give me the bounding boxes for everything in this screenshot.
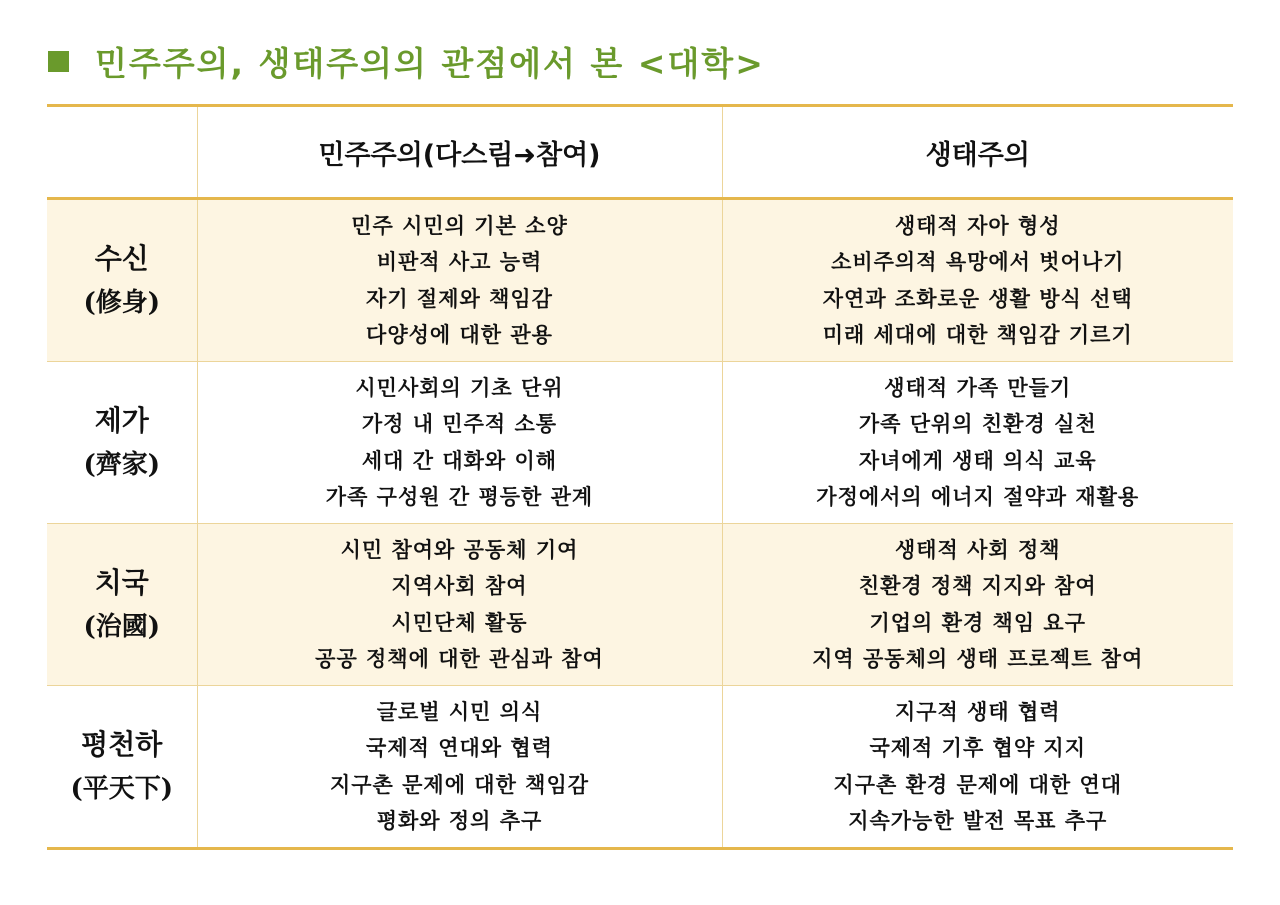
page-title (48, 36, 765, 86)
row-label-cell (47, 524, 197, 686)
header-ecology: 생태주의 (722, 106, 1233, 199)
page-title-text: 민주주의, 생태주의의 관점에서 본 <대학> (95, 43, 765, 83)
row-name: 제가 (94, 403, 149, 437)
table-row (47, 362, 1233, 524)
list-item: 친환경 정책 지지와 참여 (858, 574, 1097, 598)
list-item: 지역사회 참여 (391, 574, 528, 598)
ecology-cell (722, 686, 1233, 849)
list-item: 지구적 생태 협력 (894, 699, 1061, 724)
list-item: 시민단체 활동 (391, 610, 528, 635)
list-item: 평화와 정의 추구 (376, 809, 543, 833)
row-label-cell (47, 199, 197, 362)
democracy-cell (197, 362, 722, 524)
democracy-cell (197, 524, 722, 686)
list-item: 다양성에 대한 관용 (366, 323, 553, 347)
row-label-cell (47, 362, 197, 524)
list-item: 지구촌 문제에 대한 책임감 (329, 772, 590, 797)
list-item: 기업의 환경 책임 요구 (869, 610, 1086, 635)
ecology-cell (722, 199, 1233, 362)
list-item: 생태적 가족 만들기 (884, 375, 1072, 400)
list-item: 소비주의적 욕망에서 벗어나기 (831, 250, 1125, 274)
table-header-row (47, 106, 1233, 199)
list-item: 글로벌 시민 의식 (376, 699, 543, 724)
table-row (47, 199, 1233, 362)
list-item: 생태적 사회 정책 (894, 537, 1061, 562)
ecology-cell (722, 362, 1233, 524)
row-label-cell (47, 686, 197, 849)
list-item: 시민 참여와 공동체 기여 (340, 537, 579, 562)
header-democracy: 민주주의(다스림➜참여) (197, 106, 722, 199)
list-item: 시민사회의 기초 단위 (355, 375, 564, 400)
list-item: 자기 절제와 책임감 (366, 286, 553, 311)
list-item: 자연과 조화로운 생활 방식 선택 (822, 286, 1133, 311)
row-hanja: (齊家) (83, 449, 161, 480)
list-item: 가정에서의 에너지 절약과 재활용 (816, 485, 1140, 509)
list-item: 가족 구성원 간 평등한 관계 (325, 485, 594, 509)
list-item: 지역 공동체의 생태 프로젝트 참여 (812, 647, 1144, 671)
list-item: 가정 내 민주적 소통 (361, 412, 558, 436)
list-item: 생태적 자아 형성 (894, 213, 1061, 238)
list-item: 가족 단위의 친환경 실천 (858, 412, 1097, 436)
list-item: 세대 간 대화와 이해 (361, 448, 558, 473)
row-hanja: (治國) (83, 611, 161, 642)
list-item: 지구촌 환경 문제에 대한 연대 (833, 772, 1123, 797)
democracy-cell (197, 199, 722, 362)
list-item: 비판적 사고 능력 (376, 250, 543, 274)
title-bullet-square-icon (48, 51, 69, 72)
ecology-cell (722, 524, 1233, 686)
list-item: 지속가능한 발전 목표 추구 (848, 809, 1108, 833)
row-name: 치국 (94, 565, 149, 599)
list-item: 민주 시민의 기본 소양 (351, 213, 568, 238)
row-name: 수신 (94, 241, 149, 275)
list-item: 자녀에게 생태 의식 교육 (858, 448, 1097, 473)
table-row (47, 686, 1233, 849)
row-name: 평천하 (81, 727, 163, 761)
table-row (47, 524, 1233, 686)
list-item: 국제적 연대와 협력 (366, 736, 553, 760)
row-hanja: (修身) (83, 287, 161, 318)
democracy-cell (197, 686, 722, 849)
list-item: 국제적 기후 협약 지지 (869, 736, 1086, 760)
comparison-table (47, 104, 1233, 850)
row-hanja: (平天下) (70, 773, 174, 804)
list-item: 공공 정책에 대한 관심과 참여 (315, 647, 604, 671)
list-item: 미래 세대에 대한 책임감 기르기 (822, 323, 1133, 347)
header-corner-cell (47, 106, 197, 199)
